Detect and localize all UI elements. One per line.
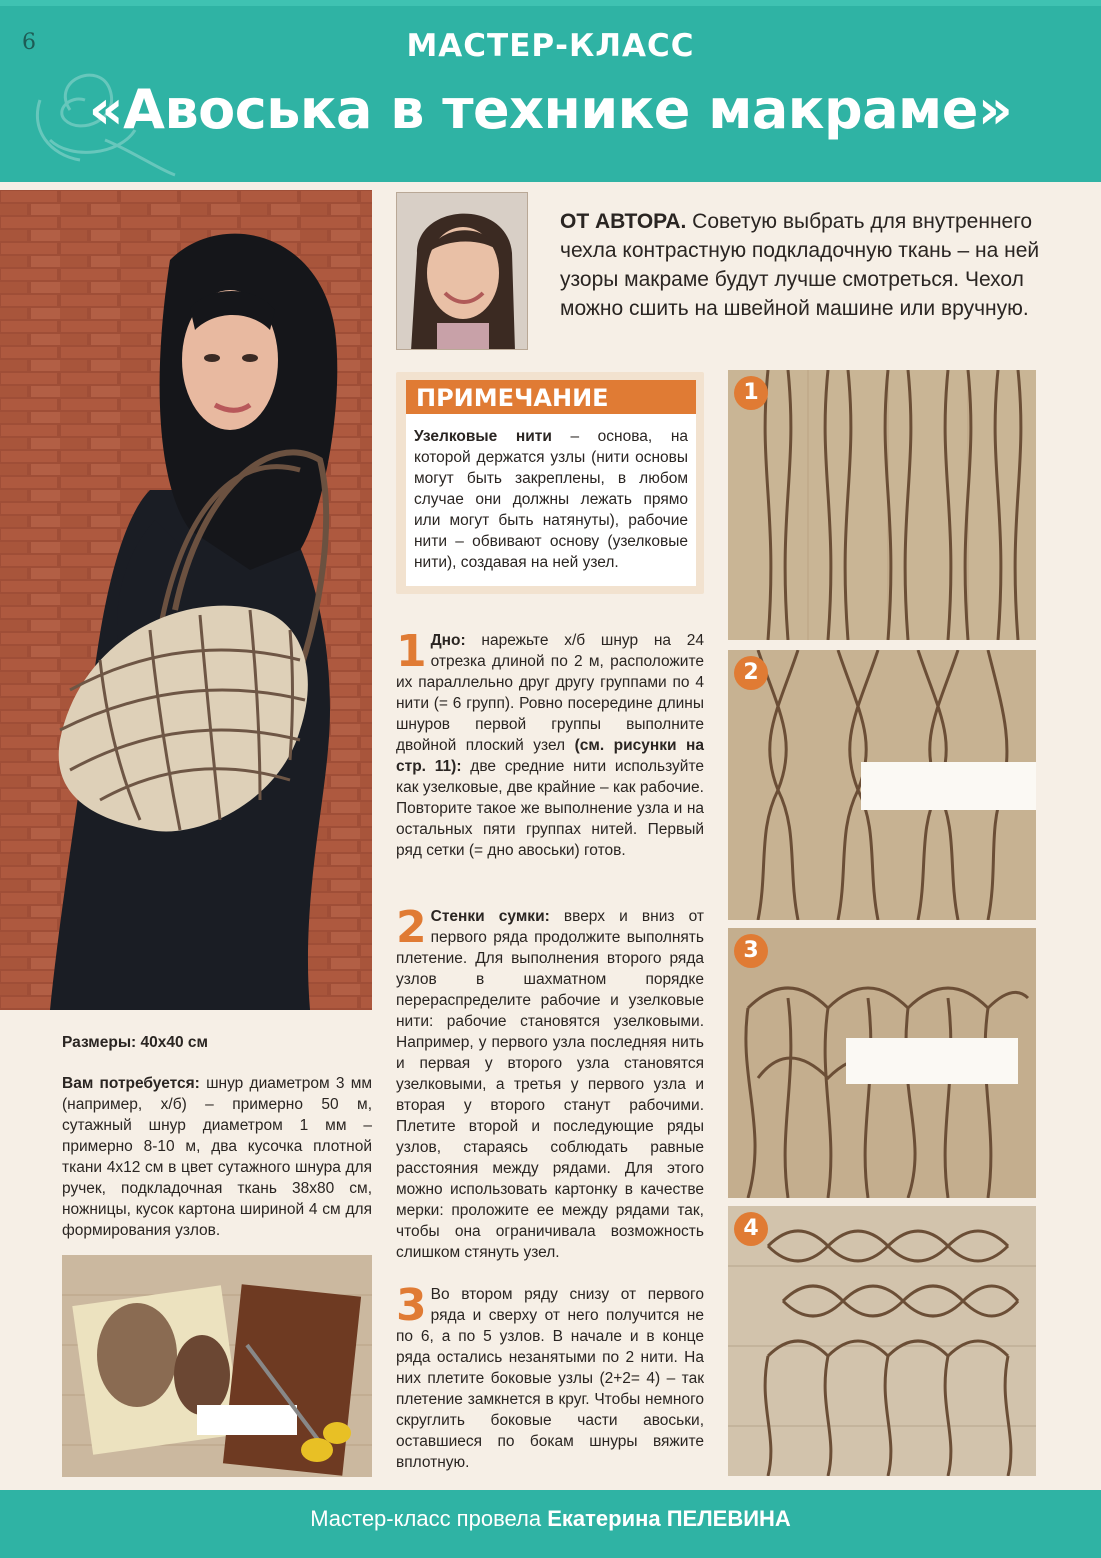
photo-badge: 4	[734, 1212, 768, 1246]
step-3	[396, 1280, 704, 1473]
author-text: Советую выбрать для внутреннего чехла контрастную подкладочную ткань – на ней узоры макраме будут лучше смотреться. Чехол можно сшить на швейной машине или вручную.	[560, 210, 1040, 320]
step-title: Дно:	[430, 632, 466, 649]
page-number: 6	[22, 30, 36, 55]
footer-banner	[0, 1490, 1101, 1558]
step-number: 2	[396, 902, 427, 953]
main-photo-woman-with-bag	[0, 190, 372, 1010]
author-portrait	[396, 192, 528, 350]
footer-prefix: Мастер-класс провела	[310, 1506, 548, 1531]
note-text: – основа, на которой держатся узлы (нити основы могут быть закреплены, в любом случае они должны лежать прямо или могут быть натянуты), рабочие нити – обвивают основу (узелковые нити), создавая на ней узел.	[414, 428, 688, 571]
materials-list	[62, 1073, 372, 1241]
header-strip	[0, 0, 1101, 6]
footer-credit	[0, 1506, 1101, 1532]
note-term: Узелковые нити	[414, 428, 552, 445]
kicker-label: МАСТЕР-КЛАСС	[406, 28, 695, 64]
step-photo-1	[728, 370, 1036, 640]
step-title: Стенки сумки:	[430, 908, 550, 925]
author-label: ОТ АВТОРА.	[560, 210, 687, 233]
step-photo-4	[728, 1206, 1036, 1476]
sizes-label	[62, 1032, 372, 1053]
note-box	[396, 372, 704, 594]
note-heading: ПРИМЕЧАНИЕ	[416, 384, 609, 412]
step-text: Во втором ряду снизу от первого ряда и сверху от него получится не по 6, а по 5 узлов. В начале и в конце ряда остались незанятыми по 2 нити. На них плетите боковые узлы (2+2= 4) – так плетение замкнется в круг. Чтобы немного скруглить боковые части авоськи, оставшиеся по бокам шнуры вяжите вплотную.	[396, 1286, 704, 1471]
materials-label: Вам потребуется:	[62, 1075, 200, 1092]
step-1	[396, 626, 704, 861]
step-number: 1	[396, 626, 427, 677]
photo-badge: 1	[734, 376, 768, 410]
step-number: 3	[396, 1280, 427, 1331]
step-photo-2	[728, 650, 1036, 920]
sizes-value: Размеры: 40х40 см	[62, 1034, 209, 1051]
materials-photo	[62, 1255, 372, 1477]
step-reference: (см. рисунки на стр. 11):	[396, 737, 704, 775]
step-text-continued: две средние нити используйте как узелковые, две крайние – как рабочие. Повторите такое же выполнение узла и на остальных пяти группах нитей. Первый ряд сетки (= дно авоськи) готов.	[396, 758, 704, 859]
note-heading-bar	[406, 380, 696, 414]
page-title: «Авоська в технике макраме»	[88, 78, 1013, 141]
header-banner	[0, 0, 1101, 182]
materials-block	[62, 1032, 372, 1241]
step-2	[396, 902, 704, 1263]
photo-badge: 3	[734, 934, 768, 968]
photo-badge: 2	[734, 656, 768, 690]
step-photo-3	[728, 928, 1036, 1198]
materials-text: шнур диаметром 3 мм (например, х/б) – примерно 50 м, сутажный шнур диаметром 1 мм – примерно 8-10 м, два кусочка плотной ткани 4х12 см в цвет сутажного шнура для ручек, подкладочная ткань 38х80 см, ножницы, кусок картона шириной 4 см для формирования узлов.	[62, 1075, 373, 1239]
footer-author-name: Екатерина ПЕЛЕВИНА	[547, 1506, 791, 1531]
step-text: нарежьте х/б шнур на 24 отрезка длиной по 2 м, расположите их параллельно друг другу группами по 4 нити (= 6 групп). Ровно посередине длины шнуров первой группы выполните двойной плоский узел	[396, 632, 704, 754]
step-text: вверх и вниз от первого ряда продолжите выполнять плетение. Для выполнения второго ряда узлов в шахматном порядке перераспределите рабочие и узелковые нити: рабочие становятся узелковыми. Например, у первого узла последняя нить и первая у второго узла становятся узелковыми, а третья у первого узла и вторая у второго станут рабочими. Плетите второй и последующие ряды узлов, стараясь соблюдать равные расстояния между рядами. Для этого можно использовать картонку в качестве мерки: проложите ее между рядами так, чтобы она ограничивала возможность слишком стянуть узел.	[396, 908, 704, 1261]
note-body	[406, 414, 696, 586]
author-note	[560, 207, 1080, 323]
